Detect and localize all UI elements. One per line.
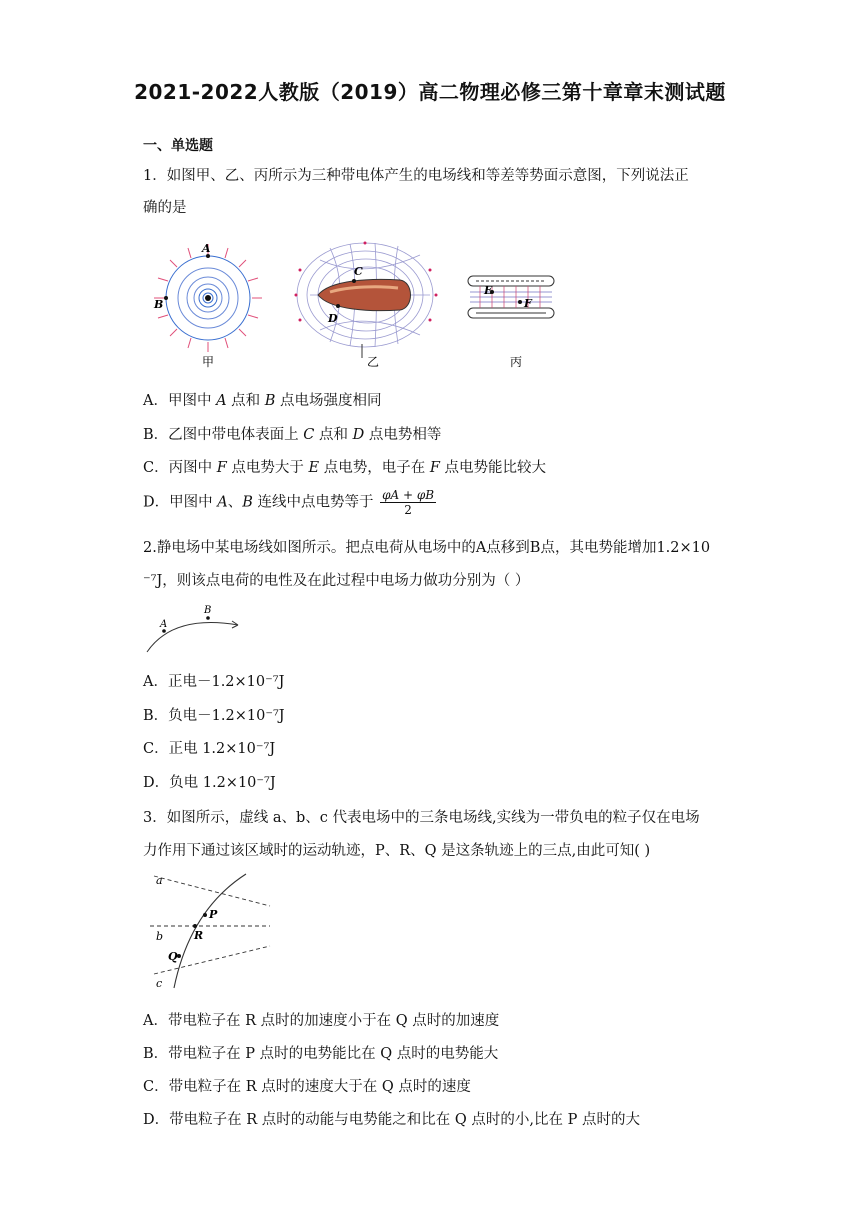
q1-option-d-text: D．甲图中 [143, 494, 218, 511]
q1-option-a-text3: 点电场强度相同 [275, 393, 382, 409]
page-title: 2021-2022人教版（2019）高二物理必修三第十章章末测试题 [134, 80, 726, 104]
caption-bing: 丙 [510, 355, 523, 369]
fraction [380, 488, 436, 517]
q2-option-c[interactable]: C．正电 1.2×10⁻⁷J [143, 741, 276, 757]
q2-figure-field-line [143, 600, 253, 660]
section-heading: 一、单选题 [143, 138, 213, 154]
q3-option-d[interactable]: D．带电粒子在 R 点时的动能与电势能之和比在 Q 点时的小,比在 P 点时的大 [143, 1112, 640, 1128]
q1-option-c-text: C．丙图中 [143, 460, 217, 476]
var-b2: B [242, 494, 253, 511]
q3-option-c[interactable]: C．带电粒子在 R 点时的速度大于在 Q 点时的速度 [143, 1079, 471, 1095]
label-line-a: a [156, 874, 163, 887]
var-b: B [264, 393, 276, 409]
label-r: R [194, 929, 204, 942]
var-d: D [352, 427, 365, 443]
var-c: C [303, 427, 315, 443]
label-a: A [202, 242, 211, 255]
fraction-denominator: 2 [404, 503, 412, 517]
var-a2: A [217, 494, 228, 511]
q3-stem-line2: 力作用下通过该区域时的运动轨迹，P、R、Q 是这条轨迹上的三点,由此可知( ) [143, 843, 651, 859]
var-a: A [216, 393, 227, 409]
var-f: F [216, 460, 227, 476]
q2-option-b[interactable]: B．负电－1.2×10⁻⁷J [143, 708, 285, 724]
q2-option-a[interactable]: A．正电－1.2×10⁻⁷J [143, 674, 285, 690]
label-line-c: c [156, 977, 163, 990]
q2-option-d[interactable]: D．负电 1.2×10⁻⁷J [143, 775, 276, 791]
q1-option-b-text2: 点和 [314, 427, 353, 443]
q1-option-d-text3: 连线中点电势等于 [252, 494, 374, 511]
q1-option-b-text: B．乙图中带电体表面上 [143, 427, 304, 443]
label-c: C [354, 265, 363, 278]
q1-option-c-text2: 点电势大于 [226, 460, 309, 476]
q3-option-a[interactable]: A．带电粒子在 R 点时的加速度小于在 Q 点时的加速度 [143, 1013, 500, 1029]
q2-stem-line2: ⁻⁷J，则该点电荷的电性及在此过程中电场力做功分别为（ ） [143, 573, 530, 589]
label-p: P [209, 908, 218, 921]
q1-option-c[interactable] [143, 456, 546, 477]
q1-option-b-text3: 点电势相等 [364, 427, 442, 443]
label-f: F [524, 297, 532, 310]
label-e: E [484, 284, 493, 297]
q1-option-d[interactable] [143, 488, 436, 517]
caption-yi: 乙 [367, 355, 380, 369]
q1-option-a[interactable] [143, 389, 382, 410]
q1-option-b[interactable] [143, 423, 441, 444]
q3-figure-trajectory [150, 870, 275, 995]
q1-option-c-text4: 点电势能比较大 [439, 460, 546, 476]
q1-figure-bing [462, 272, 562, 372]
var-e: E [308, 460, 320, 476]
label-b: B [154, 298, 164, 311]
label-q: Q [168, 950, 178, 963]
q1-figure-yi [290, 240, 440, 370]
q3-stem-line1: 3．如图所示，虚线 a、b、c 代表电场中的三条电场线,实线为一带负电的粒子仅在电场 [143, 810, 700, 826]
q1-option-a-text2: 点和 [226, 393, 265, 409]
caption-jia: 甲 [202, 355, 215, 369]
q1-option-a-text: A．甲图中 [143, 393, 217, 409]
fraction-numerator: φA + φB [382, 488, 435, 502]
var-f2: F [429, 460, 440, 476]
q1-stem-line2: 确的是 [143, 200, 187, 216]
label-d: D [328, 312, 338, 325]
q1-option-d-text2: 、 [227, 494, 243, 511]
label-a: A [160, 619, 168, 630]
q1-stem-line1: 1．如图甲、乙、丙所示为三种带电体产生的电场线和等差等势面示意图，下列说法正 [143, 168, 689, 184]
q3-option-b[interactable]: B．带电粒子在 P 点时的电势能比在 Q 点时的电势能大 [143, 1046, 499, 1062]
label-line-b: b [156, 930, 164, 943]
label-b: B [204, 605, 212, 616]
q1-figure-jia [150, 240, 270, 370]
q1-option-c-text3: 点电势，电子在 [319, 460, 430, 476]
q2-stem-line1: 2.静电场中某电场线如图所示。把点电荷从电场中的A点移到B点，其电势能增加1.2×10 [143, 540, 711, 556]
